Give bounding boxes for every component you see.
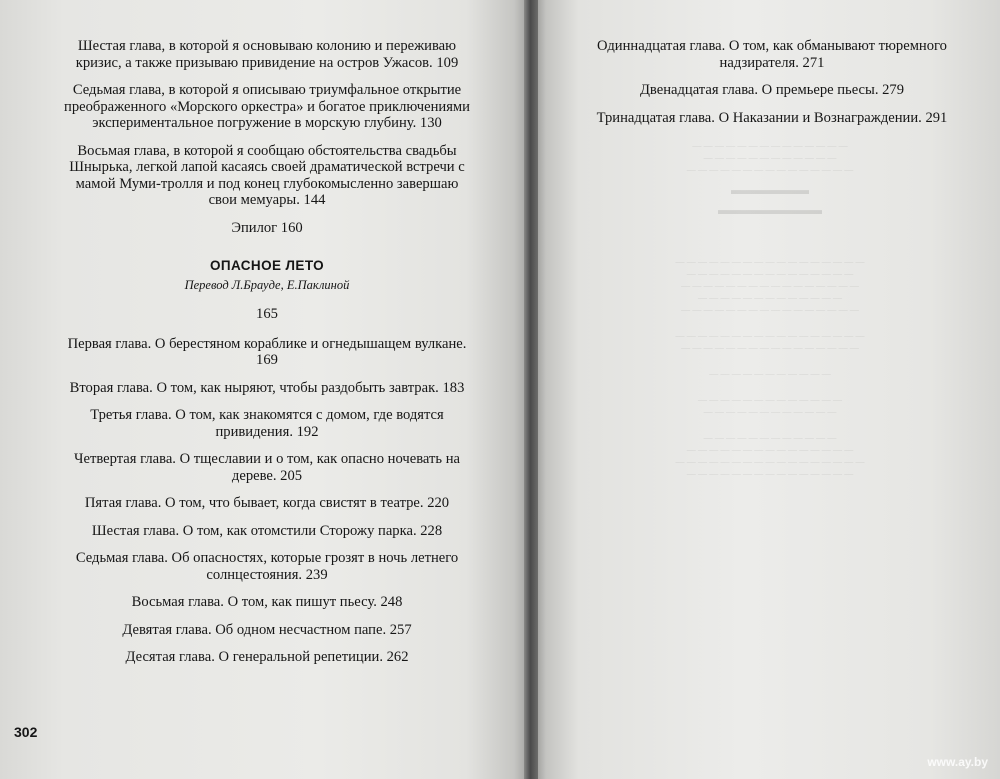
toc-entry: Одиннадцатая глава. О том, как обманывают тюремного надзирателя. 271 <box>597 38 947 71</box>
toc-entry: Шестая глава, в которой я основываю колонию и переживаю кризис, а также призываю привидение на остров Ужасов. 109 <box>75 38 459 71</box>
toc-entry: Седьмая глава, в которой я описываю триумфальное открытие преображенного «Морского оркестра» и богатое приключениями экспериментальное погружение в морскую глубину. 130 <box>64 82 470 131</box>
toc-entry: Восьмая глава, в которой я сообщаю обстоятельства свадьбы Шнырька, легкой лапой касаясь своей драматической встречи с мамой Муми-тролля и под конец глубокомысленно завершаю свои мемуары. 144 <box>69 142 465 208</box>
watermark: www.ay.by <box>927 755 988 769</box>
toc-entry: Третья глава. О том, как знакомятся с домом, где водятся привидения. 192 <box>90 407 444 440</box>
section-title: ОПАСНОЕ ЛЕТО <box>209 258 325 273</box>
toc-entry: Пятая глава. О том, что бывает, когда свистят в театре. 220 <box>84 495 450 511</box>
right-page-toc <box>572 38 972 137</box>
section-translator: Перевод Л.Брауде, Е.Паклиной <box>184 277 350 292</box>
toc-entry: Седьмая глава. Об опасностях, которые грозят в ночь летнего солнцестояния. 239 <box>75 550 459 583</box>
left-page-number: 302 <box>14 724 38 740</box>
toc-entry-epilogue: Эпилог 160 <box>231 219 303 236</box>
toc-entry: Двенадцатая глава. О премьере пьесы. 279 <box>639 82 905 98</box>
section-page-number: 165 <box>256 306 278 322</box>
bleed-through-imprint: — — — — — — — — — — — — — — — — — — — — — — — — — — — — — — — — — — — — — — — — — ▬▬▬▬▬▬ ▬▬▬▬▬▬▬▬ — — — — — — — — — — — — — — — — — — — — — — — — — — — — — — — — — — — — — — — — — — — — — — — — — — — — — — — — — — — — — — — — — — — — — — — — — — — — — — — — — — — — — — — — — — — — — — — — — — — — — — — — — — — — — — — — — — — — — — — — — — — — — — — — — — — — — — — — — — — — — — — — — — — — — — — — — — — — — — — — — — — — — — — — — — — — — — — — — — — — — — — — — — — — — — — — — — — — — — — — — — — — — <box>675 141 865 479</box>
toc-entry: Девятая глава. Об одном несчастном папе. 257 <box>122 621 412 638</box>
left-page-toc <box>62 38 472 677</box>
toc-entry: Первая глава. О берестяном кораблике и огнедышащем вулкане. 169 <box>67 335 467 368</box>
toc-entry: Десятая глава. О генеральной репетиции. 262 <box>125 649 409 665</box>
toc-entry: Шестая глава. О том, как отомстили Сторожу парка. 228 <box>91 522 443 539</box>
toc-entry: Восьмая глава. О том, как пишут пьесу. 248 <box>131 594 403 610</box>
toc-entry: Вторая глава. О том, как ныряют, чтобы раздобыть завтрак. 183 <box>69 379 465 396</box>
toc-entry: Тринадцатая глава. О Наказании и Вознаграждении. 291 <box>596 109 948 126</box>
toc-entry: Четвертая глава. О тщеславии и о том, как опасно ночевать на дереве. 205 <box>74 451 460 484</box>
book-gutter <box>524 0 538 779</box>
